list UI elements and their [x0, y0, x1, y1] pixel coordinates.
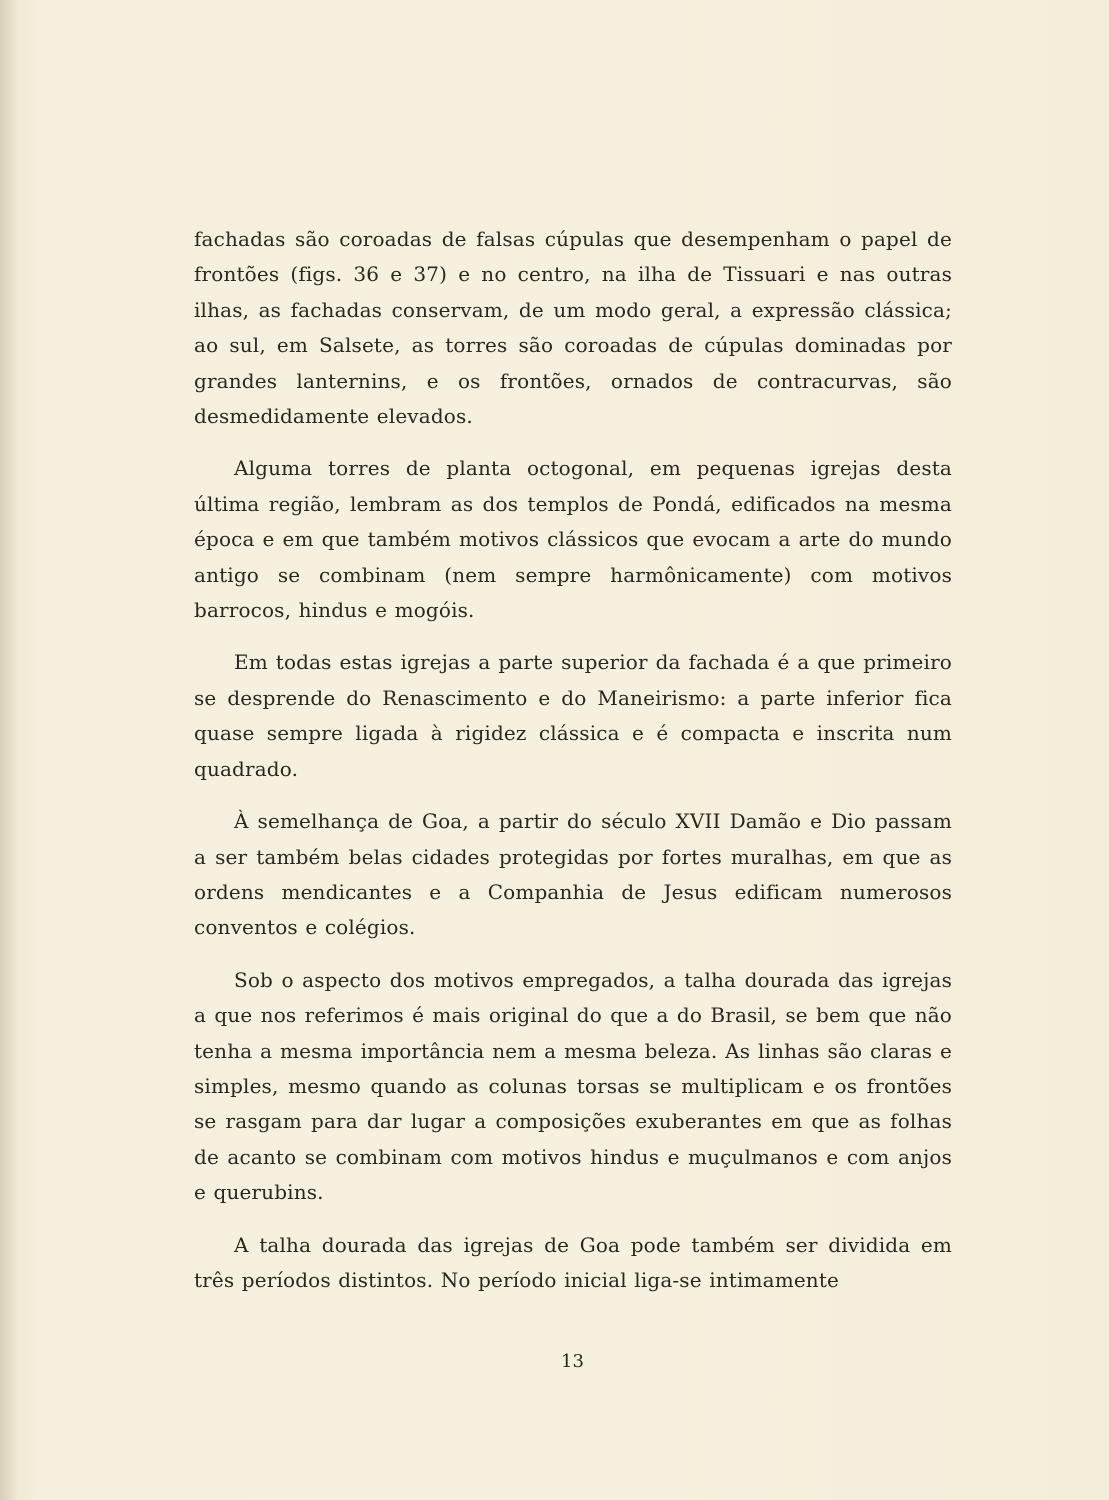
- paragraph-1: fachadas são coroadas de falsas cúpulas que desempenham o papel de frontões (figs. 36 e 37) e no centro, na ilha de Tissuari e nas outras ilhas, as fachadas conservam, de um modo geral, a expressão clássica; ao sul, em Salsete, as torres são coroadas de cúpulas dominadas por grandes lanternins, e os frontões, ornados de contracurvas, são desmedidamente elevados.: [194, 227, 952, 429]
- page-number: 13: [561, 1351, 584, 1372]
- paragraph-4: À semelhança de Goa, a partir do século XVII Damão e Dio passam a ser também belas cidades protegidas por fortes muralhas, em que as ordens mendicantes e a Companhia de Jesus edificam numerosos conventos e colégios.: [194, 809, 952, 940]
- body-text: [194, 222, 952, 1298]
- paragraph-2: Alguma torres de planta octogonal, em pequenas igrejas desta última região, lembram as dos templos de Pondá, edificados na mesma época e em que também motivos clássicos que evocam a arte do mundo antigo se combinam (nem sempre harmônicamente) com motivos barrocos, hindus e mogóis.: [194, 456, 952, 623]
- paragraph-6: A talha dourada das igrejas de Goa pode também ser dividida em três períodos distintos. No período inicial liga-se intimamente: [194, 1232, 952, 1292]
- spine-shadow: [0, 0, 18, 1500]
- paragraph-5: Sob o aspecto dos motivos empregados, a talha dourada das igrejas a que nos referimos é mais original do que a do Brasil, se bem que não tenha a mesma importância nem a mesma beleza. As linhas são claras e simples, mesmo quando as colunas torsas se multiplicam e os frontões se rasgam para dar lugar a composições exuberantes em que as folhas de acanto se combinam com motivos hindus e muçulmanos e com anjos e querubins.: [194, 967, 952, 1205]
- paragraph-3: Em todas estas igrejas a parte superior da fachada é a que primeiro se desprende do Renascimento e do Maneirismo: a parte inferior fica quase sempre ligada à rigidez clássica e é compacta e inscrita num quadrado.: [194, 650, 952, 781]
